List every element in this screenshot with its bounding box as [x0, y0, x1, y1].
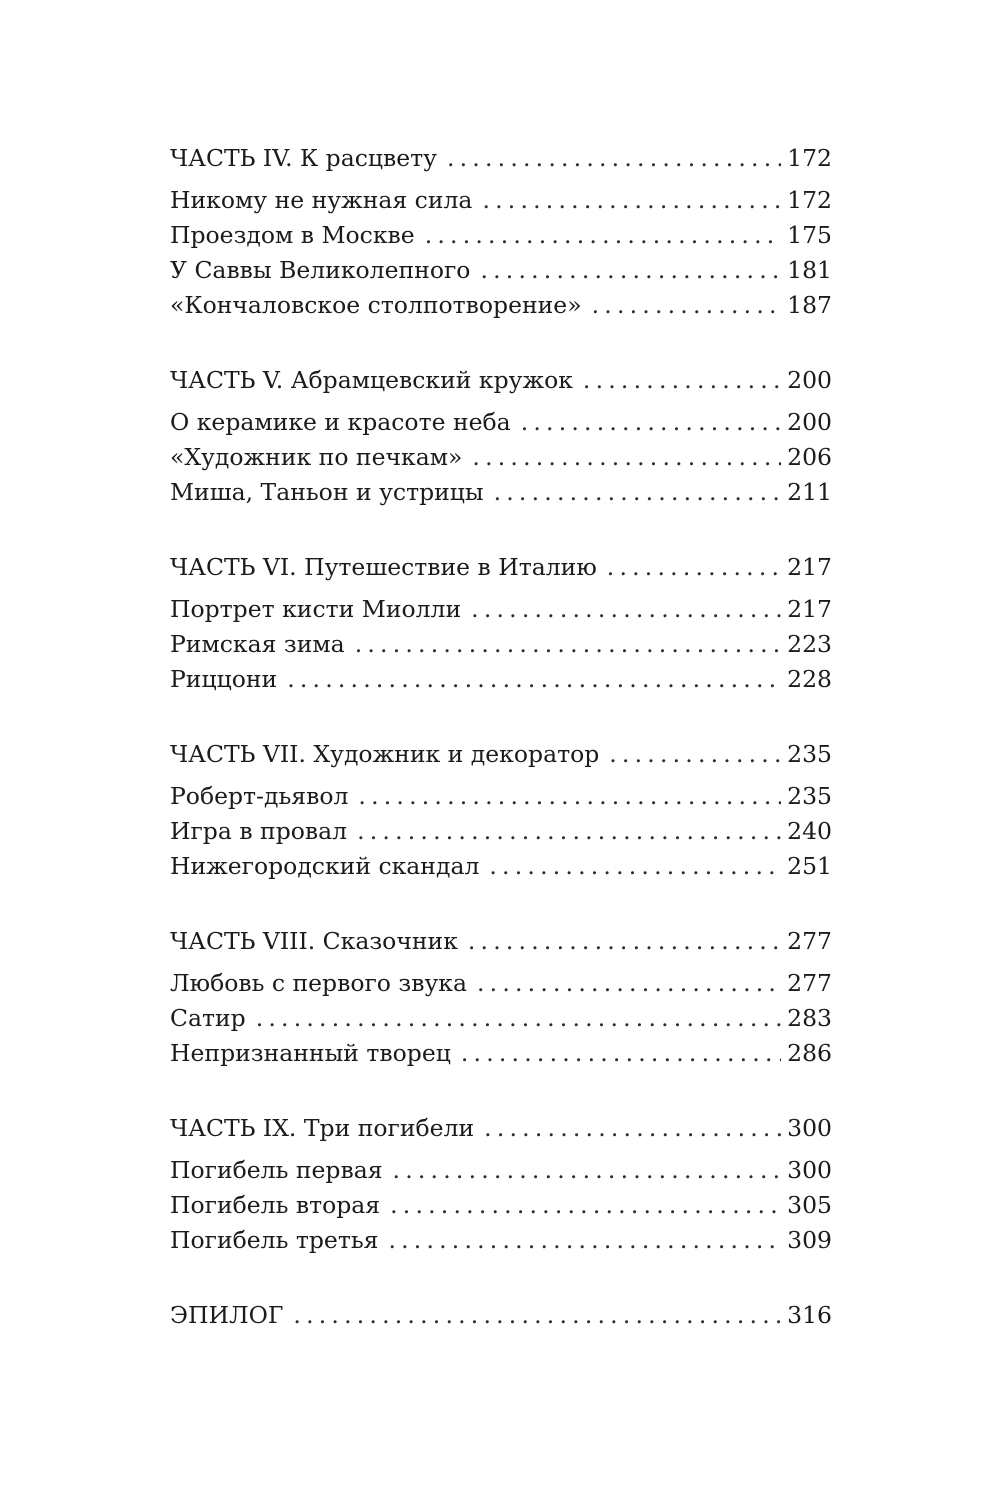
entry-title: Сатир — [170, 1004, 246, 1032]
entry-title: Римская зима — [170, 630, 345, 658]
part-heading-title: ЭПИЛОГ — [170, 1301, 284, 1329]
page-number: 211 — [787, 478, 832, 506]
toc-part-5 — [170, 363, 832, 510]
dot-leader — [358, 779, 781, 814]
page-number: 300 — [787, 1114, 832, 1142]
toc-entry — [170, 1188, 832, 1223]
page-number: 187 — [787, 291, 832, 319]
toc-entry — [170, 1153, 832, 1188]
entry-title: Нижегородский скандал — [170, 852, 480, 880]
entry-title: Погибель третья — [170, 1226, 379, 1254]
dot-leader — [393, 1153, 782, 1188]
toc-entry — [170, 849, 832, 884]
page-number: 217 — [787, 595, 832, 623]
dot-leader — [583, 363, 781, 398]
toc-entry — [170, 218, 832, 253]
toc-part-4 — [170, 141, 832, 323]
page-number: 235 — [787, 782, 832, 810]
toc-part-heading — [170, 924, 832, 959]
dot-leader — [477, 966, 781, 1001]
page-number: 175 — [787, 221, 832, 249]
page-number: 300 — [787, 1156, 832, 1184]
part-heading-title: ЧАСТЬ VII. Художник и декоратор — [170, 740, 600, 768]
page-number: 316 — [787, 1301, 832, 1329]
toc-entry — [170, 966, 832, 1001]
entry-title: Проездом в Москве — [170, 221, 415, 249]
toc-part-8 — [170, 924, 832, 1071]
dot-leader — [471, 592, 781, 627]
dot-leader — [461, 1036, 781, 1071]
entry-title: «Художник по печкам» — [170, 443, 463, 471]
entry-title: Никому не нужная сила — [170, 186, 473, 214]
page-number: 240 — [787, 817, 832, 845]
dot-leader — [357, 814, 781, 849]
entry-title: У Саввы Великолепного — [170, 256, 471, 284]
dot-leader — [425, 218, 781, 253]
entry-title: Роберт-дьявол — [170, 782, 349, 810]
entry-title: Погибель вторая — [170, 1191, 381, 1219]
page-number: 217 — [787, 553, 832, 581]
entry-title: Риццони — [170, 665, 278, 693]
page-number: 200 — [787, 366, 832, 394]
dot-leader — [592, 288, 782, 323]
page-number: 251 — [787, 852, 832, 880]
toc-part-7 — [170, 737, 832, 884]
entry-title: Погибель первая — [170, 1156, 383, 1184]
toc-entry — [170, 592, 832, 627]
toc-entry — [170, 1223, 832, 1258]
toc-entry — [170, 779, 832, 814]
toc-entry — [170, 1036, 832, 1071]
page-number: 172 — [787, 144, 832, 172]
entry-title: Любовь с первого звука — [170, 969, 467, 997]
part-heading-title: ЧАСТЬ IV. К расцвету — [170, 144, 437, 172]
table-of-contents — [170, 141, 832, 1333]
toc-part-heading — [170, 363, 832, 398]
dot-leader — [609, 737, 781, 772]
dot-leader — [287, 662, 781, 697]
toc-part-6 — [170, 550, 832, 697]
toc-entry — [170, 288, 832, 323]
dot-leader — [293, 1298, 781, 1333]
dot-leader — [494, 475, 782, 510]
dot-leader — [390, 1188, 781, 1223]
toc-part-heading — [170, 1111, 832, 1146]
page-number: 181 — [787, 256, 832, 284]
part-heading-title: ЧАСТЬ IX. Три погибели — [170, 1114, 475, 1142]
entry-title: «Кончаловское столпотворение» — [170, 291, 582, 319]
page-number: 305 — [787, 1191, 832, 1219]
page-number: 277 — [787, 969, 832, 997]
entry-title: Миша, Таньон и устрицы — [170, 478, 484, 506]
toc-part-9 — [170, 1111, 832, 1258]
page-number: 277 — [787, 927, 832, 955]
page-number: 206 — [787, 443, 832, 471]
entry-title: Портрет кисти Миолли — [170, 595, 462, 623]
dot-leader — [472, 440, 781, 475]
toc-entry — [170, 475, 832, 510]
part-heading-title: ЧАСТЬ VIII. Сказочник — [170, 927, 458, 955]
part-heading-title: ЧАСТЬ V. Абрамцевский кружок — [170, 366, 573, 394]
page-number: 228 — [787, 665, 832, 693]
dot-leader — [607, 550, 781, 585]
entry-title: О керамике и красоте неба — [170, 408, 511, 436]
entry-title: Непризнанный творец — [170, 1039, 451, 1067]
toc-entry — [170, 253, 832, 288]
page-number: 286 — [787, 1039, 832, 1067]
dot-leader — [447, 141, 781, 176]
dot-leader — [484, 1111, 781, 1146]
dot-leader — [468, 924, 781, 959]
dot-leader — [489, 849, 781, 884]
toc-part-heading — [170, 550, 832, 585]
toc-entry — [170, 627, 832, 662]
page-number: 172 — [787, 186, 832, 214]
dot-leader — [482, 183, 781, 218]
part-heading-title: ЧАСТЬ VI. Путешествие в Италию — [170, 553, 597, 581]
toc-entry — [170, 662, 832, 697]
toc-part-heading — [170, 737, 832, 772]
page-number: 223 — [787, 630, 832, 658]
entry-title: Игра в провал — [170, 817, 348, 845]
toc-entry — [170, 1001, 832, 1036]
dot-leader — [388, 1223, 781, 1258]
toc-epilogue — [170, 1298, 832, 1333]
dot-leader — [355, 627, 781, 662]
page-number: 235 — [787, 740, 832, 768]
toc-entry — [170, 814, 832, 849]
page-number: 283 — [787, 1004, 832, 1032]
toc-part-heading — [170, 141, 832, 176]
dot-leader — [521, 405, 781, 440]
toc-entry — [170, 440, 832, 475]
dot-leader — [480, 253, 781, 288]
toc-part-heading — [170, 1298, 832, 1333]
page-number: 200 — [787, 408, 832, 436]
page-number: 309 — [787, 1226, 832, 1254]
toc-entry — [170, 405, 832, 440]
toc-entry — [170, 183, 832, 218]
dot-leader — [256, 1001, 781, 1036]
